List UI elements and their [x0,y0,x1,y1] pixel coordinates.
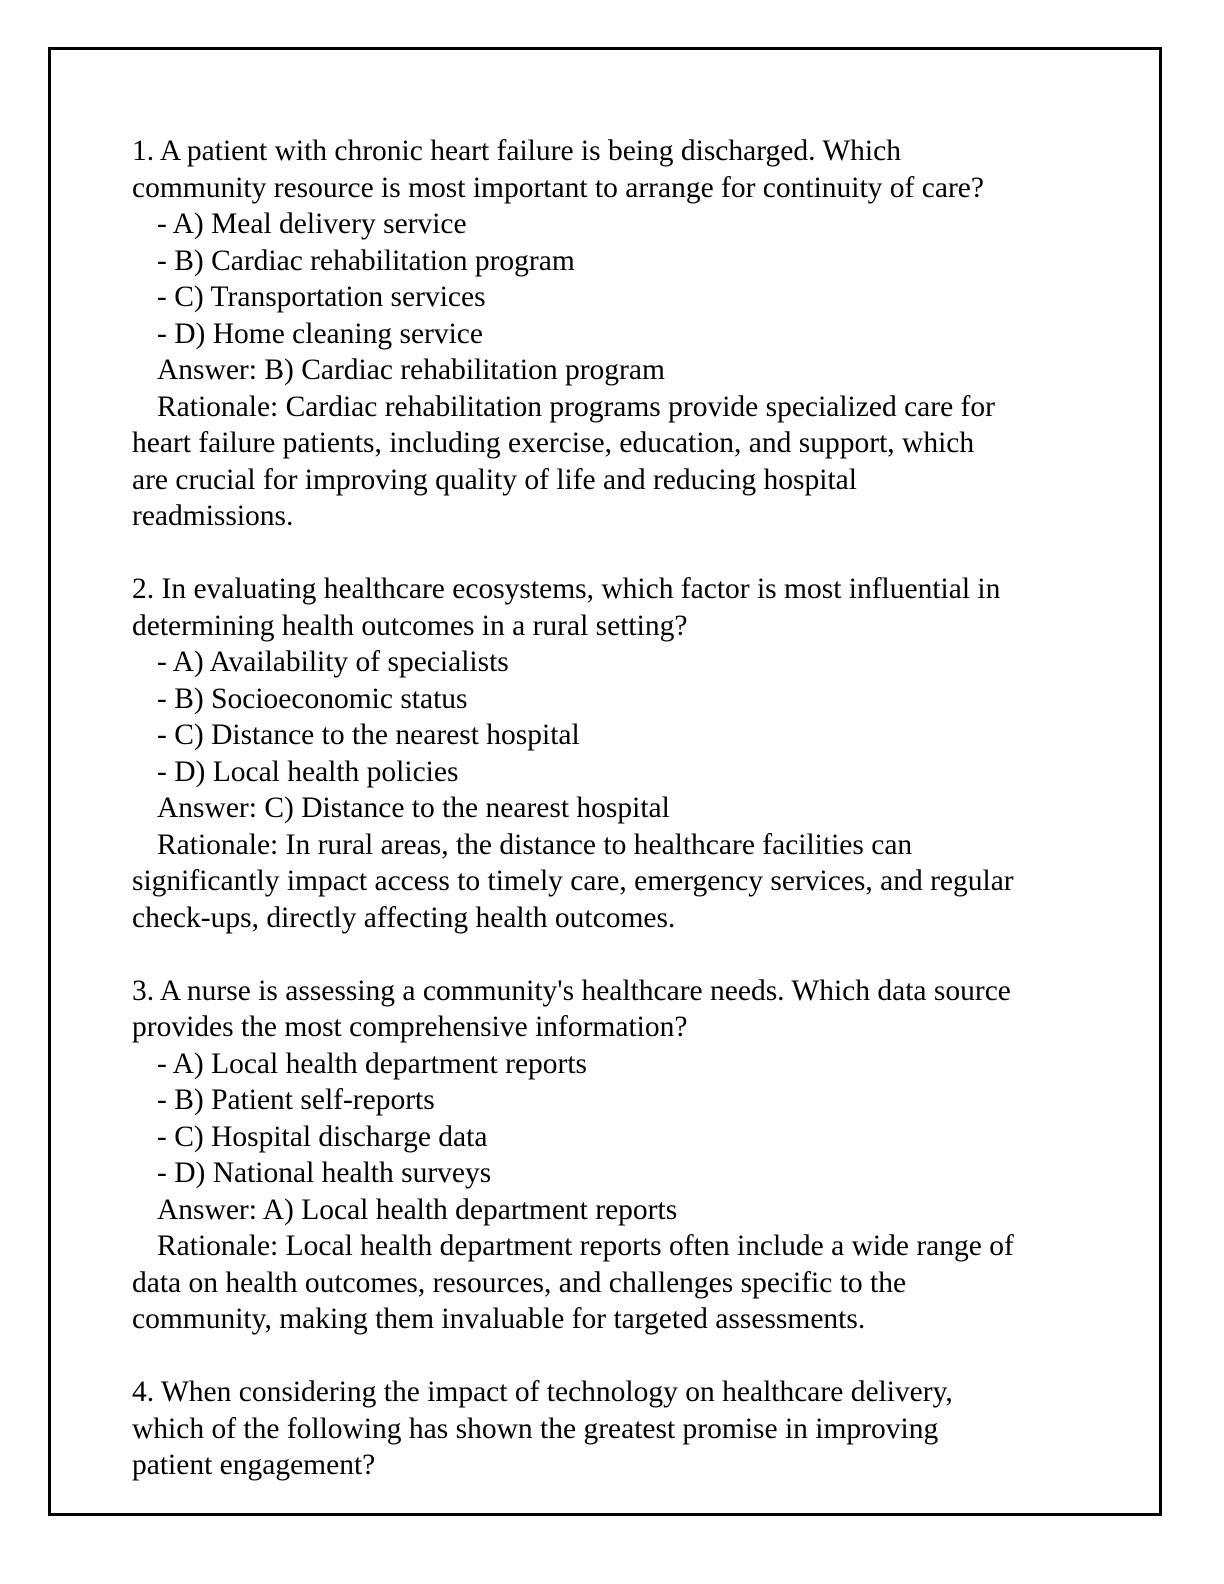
option-b: - B) Socioeconomic status [157,682,468,715]
question-stem-line: 3. A nurse is assessing a community's healthcare needs. Which data source [132,974,1011,1007]
question-2 [132,571,1122,936]
rationale-line: readmissions. [132,500,294,532]
option-b: - B) Patient self-reports [157,1084,435,1116]
question-1 [132,133,1122,535]
question-stem-line: 4. When considering the impact of technology on healthcare delivery, [132,1376,953,1408]
rationale-line: are crucial for improving quality of life and reducing hospital [132,463,857,496]
rationale-line: data on health outcomes, resources, and challenges specific to the [132,1266,907,1299]
answer-line: Answer: C) Distance to the nearest hospital [157,792,670,824]
rationale-line: Rationale: Cardiac rehabilitation programs provide specialized care for [157,390,995,423]
option-c: - C) Distance to the nearest hospital [157,719,580,751]
option-d: - D) National health surveys [157,1157,492,1189]
question-stem-line: 2. In evaluating healthcare ecosystems, which factor is most influential in [132,573,1001,605]
question-stem-line: which of the following has shown the greatest promise in improving [132,1412,939,1445]
rationale-line: Rationale: In rural areas, the distance to healthcare facilities can [157,828,913,861]
rationale-line: check-ups, directly affecting health outcomes. [132,901,676,934]
option-d: - D) Local health policies [157,755,459,788]
question-stem-line: provides the most comprehensive information? [132,1011,688,1043]
question-stem-line: determining health outcomes in a rural setting? [132,609,688,642]
option-a: - A) Meal delivery service [157,208,467,240]
option-c: - C) Transportation services [157,281,486,313]
rationale-line: community, making them invaluable for targeted assessments. [132,1303,866,1335]
question-list [132,133,1122,1520]
option-a: - A) Local health department reports [157,1047,588,1080]
option-b: - B) Cardiac rehabilitation program [157,244,575,277]
question-stem-line: community resource is most important to arrange for continuity of care? [132,171,984,204]
rationale-line: Rationale: Local health department reports often include a wide range of [157,1230,1014,1262]
option-d: - D) Home cleaning service [157,317,483,350]
rationale-line: heart failure patients, including exercise, education, and support, which [132,427,975,459]
option-c: - C) Hospital discharge data [157,1120,488,1153]
question-stem-line: patient engagement? [132,1449,376,1481]
answer-line: Answer: B) Cardiac rehabilitation program [157,354,665,386]
question-4 [132,1374,1122,1484]
question-3 [132,973,1122,1338]
answer-line: Answer: A) Local health department reports [157,1193,678,1226]
question-stem-line: 1. A patient with chronic heart failure is being discharged. Which [132,135,901,167]
rationale-line: significantly impact access to timely care, emergency services, and regular [132,865,1014,897]
option-a: - A) Availability of specialists [157,646,509,678]
